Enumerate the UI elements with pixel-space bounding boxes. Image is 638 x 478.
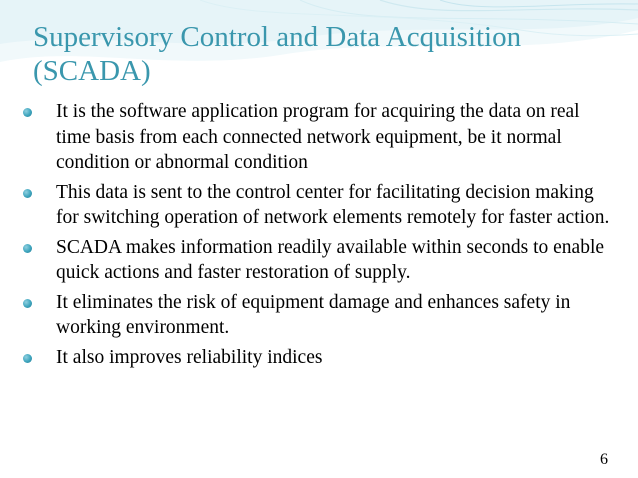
bullet-dot-icon bbox=[23, 299, 32, 308]
bullet-text: SCADA makes information readily available within seconds to enable quick actions and faster restoration of supply. bbox=[56, 236, 605, 283]
bullet-text: It also improves reliability indices bbox=[56, 346, 323, 368]
bullet-dot-icon bbox=[23, 354, 32, 363]
bullet-item bbox=[16, 290, 616, 341]
bullet-dot-icon bbox=[23, 244, 32, 253]
bullet-text: It is the software application program for acquiring the data on real time basis from each connected network equipment, be it normal condition or abnormal condition bbox=[56, 101, 580, 173]
page-number: 6 bbox=[600, 451, 608, 468]
bullet-item bbox=[16, 180, 616, 231]
bullet-dot-icon bbox=[23, 108, 32, 117]
bullet-text: This data is sent to the control center for facilitating decision making for switching operation of network elements remotely for faster action. bbox=[56, 181, 610, 228]
bullet-text: It eliminates the risk of equipment damage and enhances safety in working environment. bbox=[56, 291, 571, 338]
bullet-item bbox=[16, 235, 616, 286]
slide-title: Supervisory Control and Data Acquisition (SCADA) bbox=[33, 21, 522, 87]
bullet-item bbox=[16, 345, 616, 371]
bullet-dot-icon bbox=[23, 189, 32, 198]
bullet-list bbox=[16, 99, 616, 374]
bullet-item bbox=[16, 99, 616, 176]
